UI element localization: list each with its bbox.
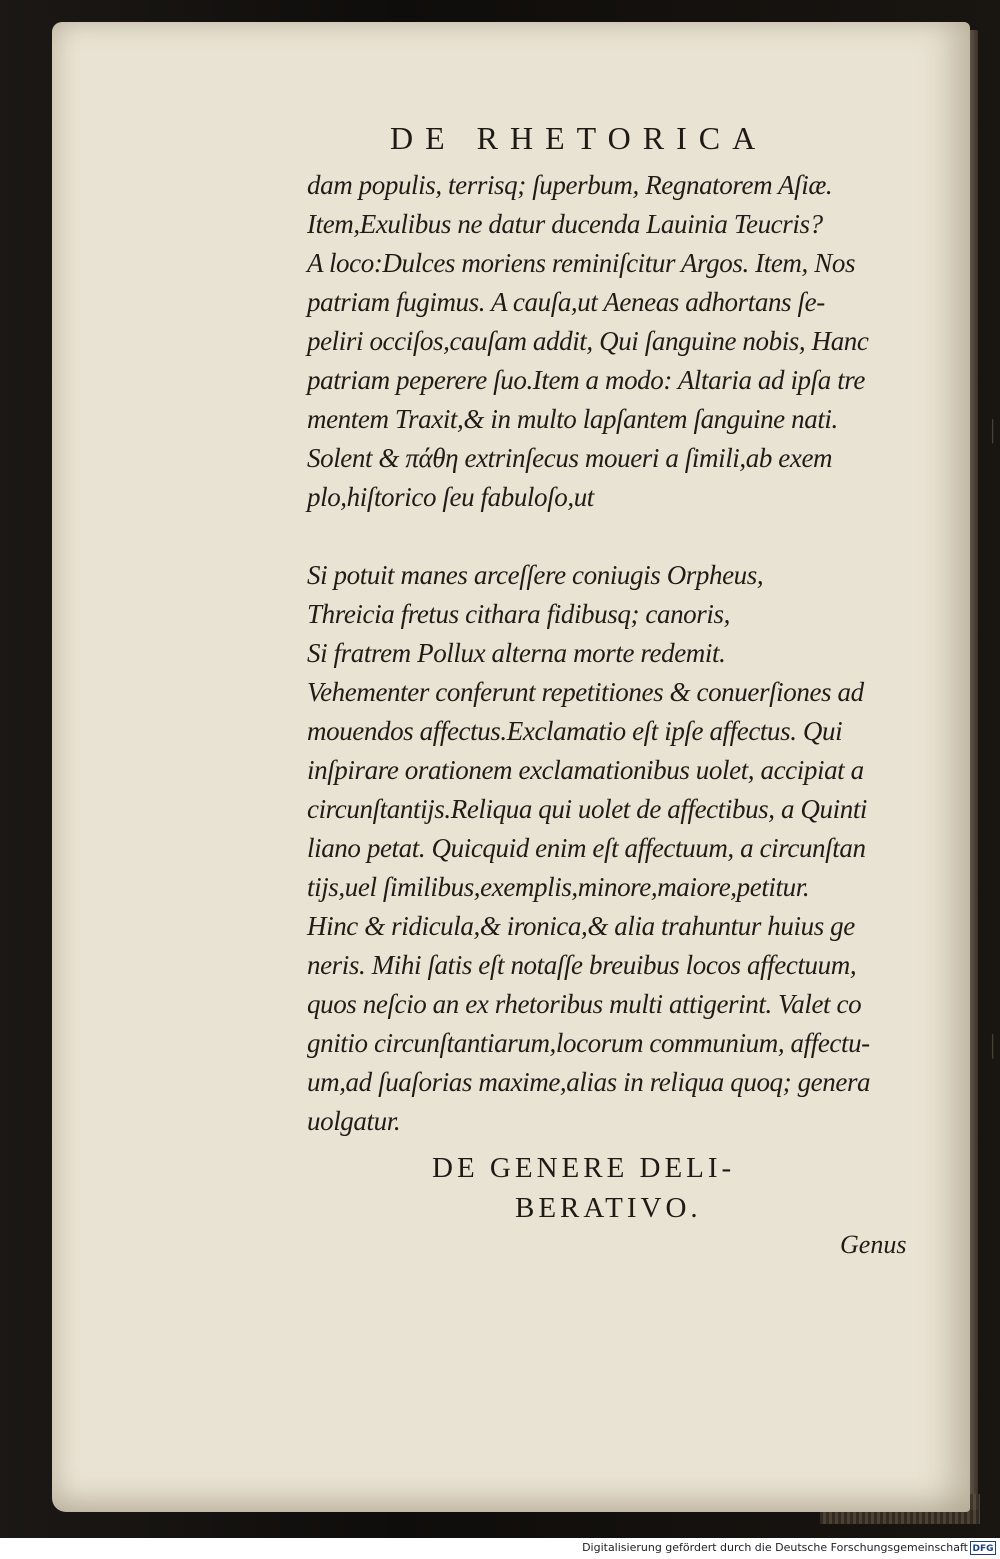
body-line: inſpirare orationem exclamationibus uolet, accipiat a <box>307 755 864 785</box>
body-line: quos neſcio an ex rhetoribus multi attigerint. Valet co <box>307 989 862 1019</box>
body-line: gnitio circunſtantiarum,locorum communium, affectu- <box>307 1028 870 1058</box>
body-text <box>307 166 927 1141</box>
dfg-logo-icon[interactable]: DFG <box>970 1541 996 1555</box>
body-line: circunſtantijs.Reliqua qui uolet de affectibus, a Quinti <box>307 794 868 824</box>
verse-gap <box>307 517 927 556</box>
body-line: um,ad ſuaſorias maxime,alias in reliqua quoq; genera <box>307 1067 871 1097</box>
section-heading-line-1: DE GENERE DELI- <box>432 1152 736 1184</box>
verse-line: Si potuit manes arceſſere coniugis Orpheus, <box>307 560 764 590</box>
body-line: mentem Traxit,& in multo lapſantem ſanguine nati. <box>307 404 838 434</box>
margin-mark: | <box>990 1030 996 1059</box>
catchword: Genus <box>840 1230 907 1259</box>
body-line: Vehementer conferunt repetitiones & conuerſiones ad <box>307 677 864 707</box>
body-line: patriam fugimus. A cauſa,ut Aeneas adhortans ſe- <box>307 287 825 317</box>
body-line: neris. Mihi ſatis eſt notaſſe breuibus locos affectuum, <box>307 950 857 980</box>
body-line: dam populis, terrisq; ſuperbum, Regnatorem Aſiæ. <box>307 170 833 200</box>
body-line: tijs,uel ſimilibus,exemplis,minore,maiore,petitur. <box>307 872 810 902</box>
body-line: A loco:Dulces moriens reminiſcitur Argos. Item, Nos <box>307 248 856 278</box>
verse-line: Si fratrem Pollux alterna morte redemit. <box>307 638 726 668</box>
section-heading-line-2: BERATIVO. <box>515 1192 702 1224</box>
digitization-footer <box>0 1538 1000 1559</box>
body-line: liano petat. Quicquid enim eſt affectuum, a circunſtan <box>307 833 866 863</box>
verse-line: Threicia fretus cithara fidibusq; canoris, <box>307 599 730 629</box>
body-line: Hinc & ridicula,& ironica,& alia trahuntur huius ge <box>307 911 855 941</box>
body-line: plo,hiſtorico ſeu fabuloſo,ut <box>307 482 594 512</box>
body-line: mouendos affectus.Exclamatio eſt ipſe affectus. Qui <box>307 716 843 746</box>
body-line: Item,Exulibus ne datur ducenda Lauinia Teucris? <box>307 209 823 239</box>
body-line: patriam peperere ſuo.Item a modo: Altaria ad ipſa tre <box>307 365 865 395</box>
body-line: peliri occiſos,cauſam addit, Qui ſanguine nobis, Hanc <box>307 326 869 356</box>
body-line: Solent & πάθη extrinſecus moueri a ſimili,ab exem <box>307 443 833 473</box>
footer-credit-text: Digitalisierung gefördert durch die Deutsche Forschungsgemeinschaft <box>582 1541 968 1554</box>
body-line: uolgatur. <box>307 1106 401 1136</box>
margin-mark: | <box>990 415 996 444</box>
running-head: DE RHETORICA <box>390 120 768 156</box>
